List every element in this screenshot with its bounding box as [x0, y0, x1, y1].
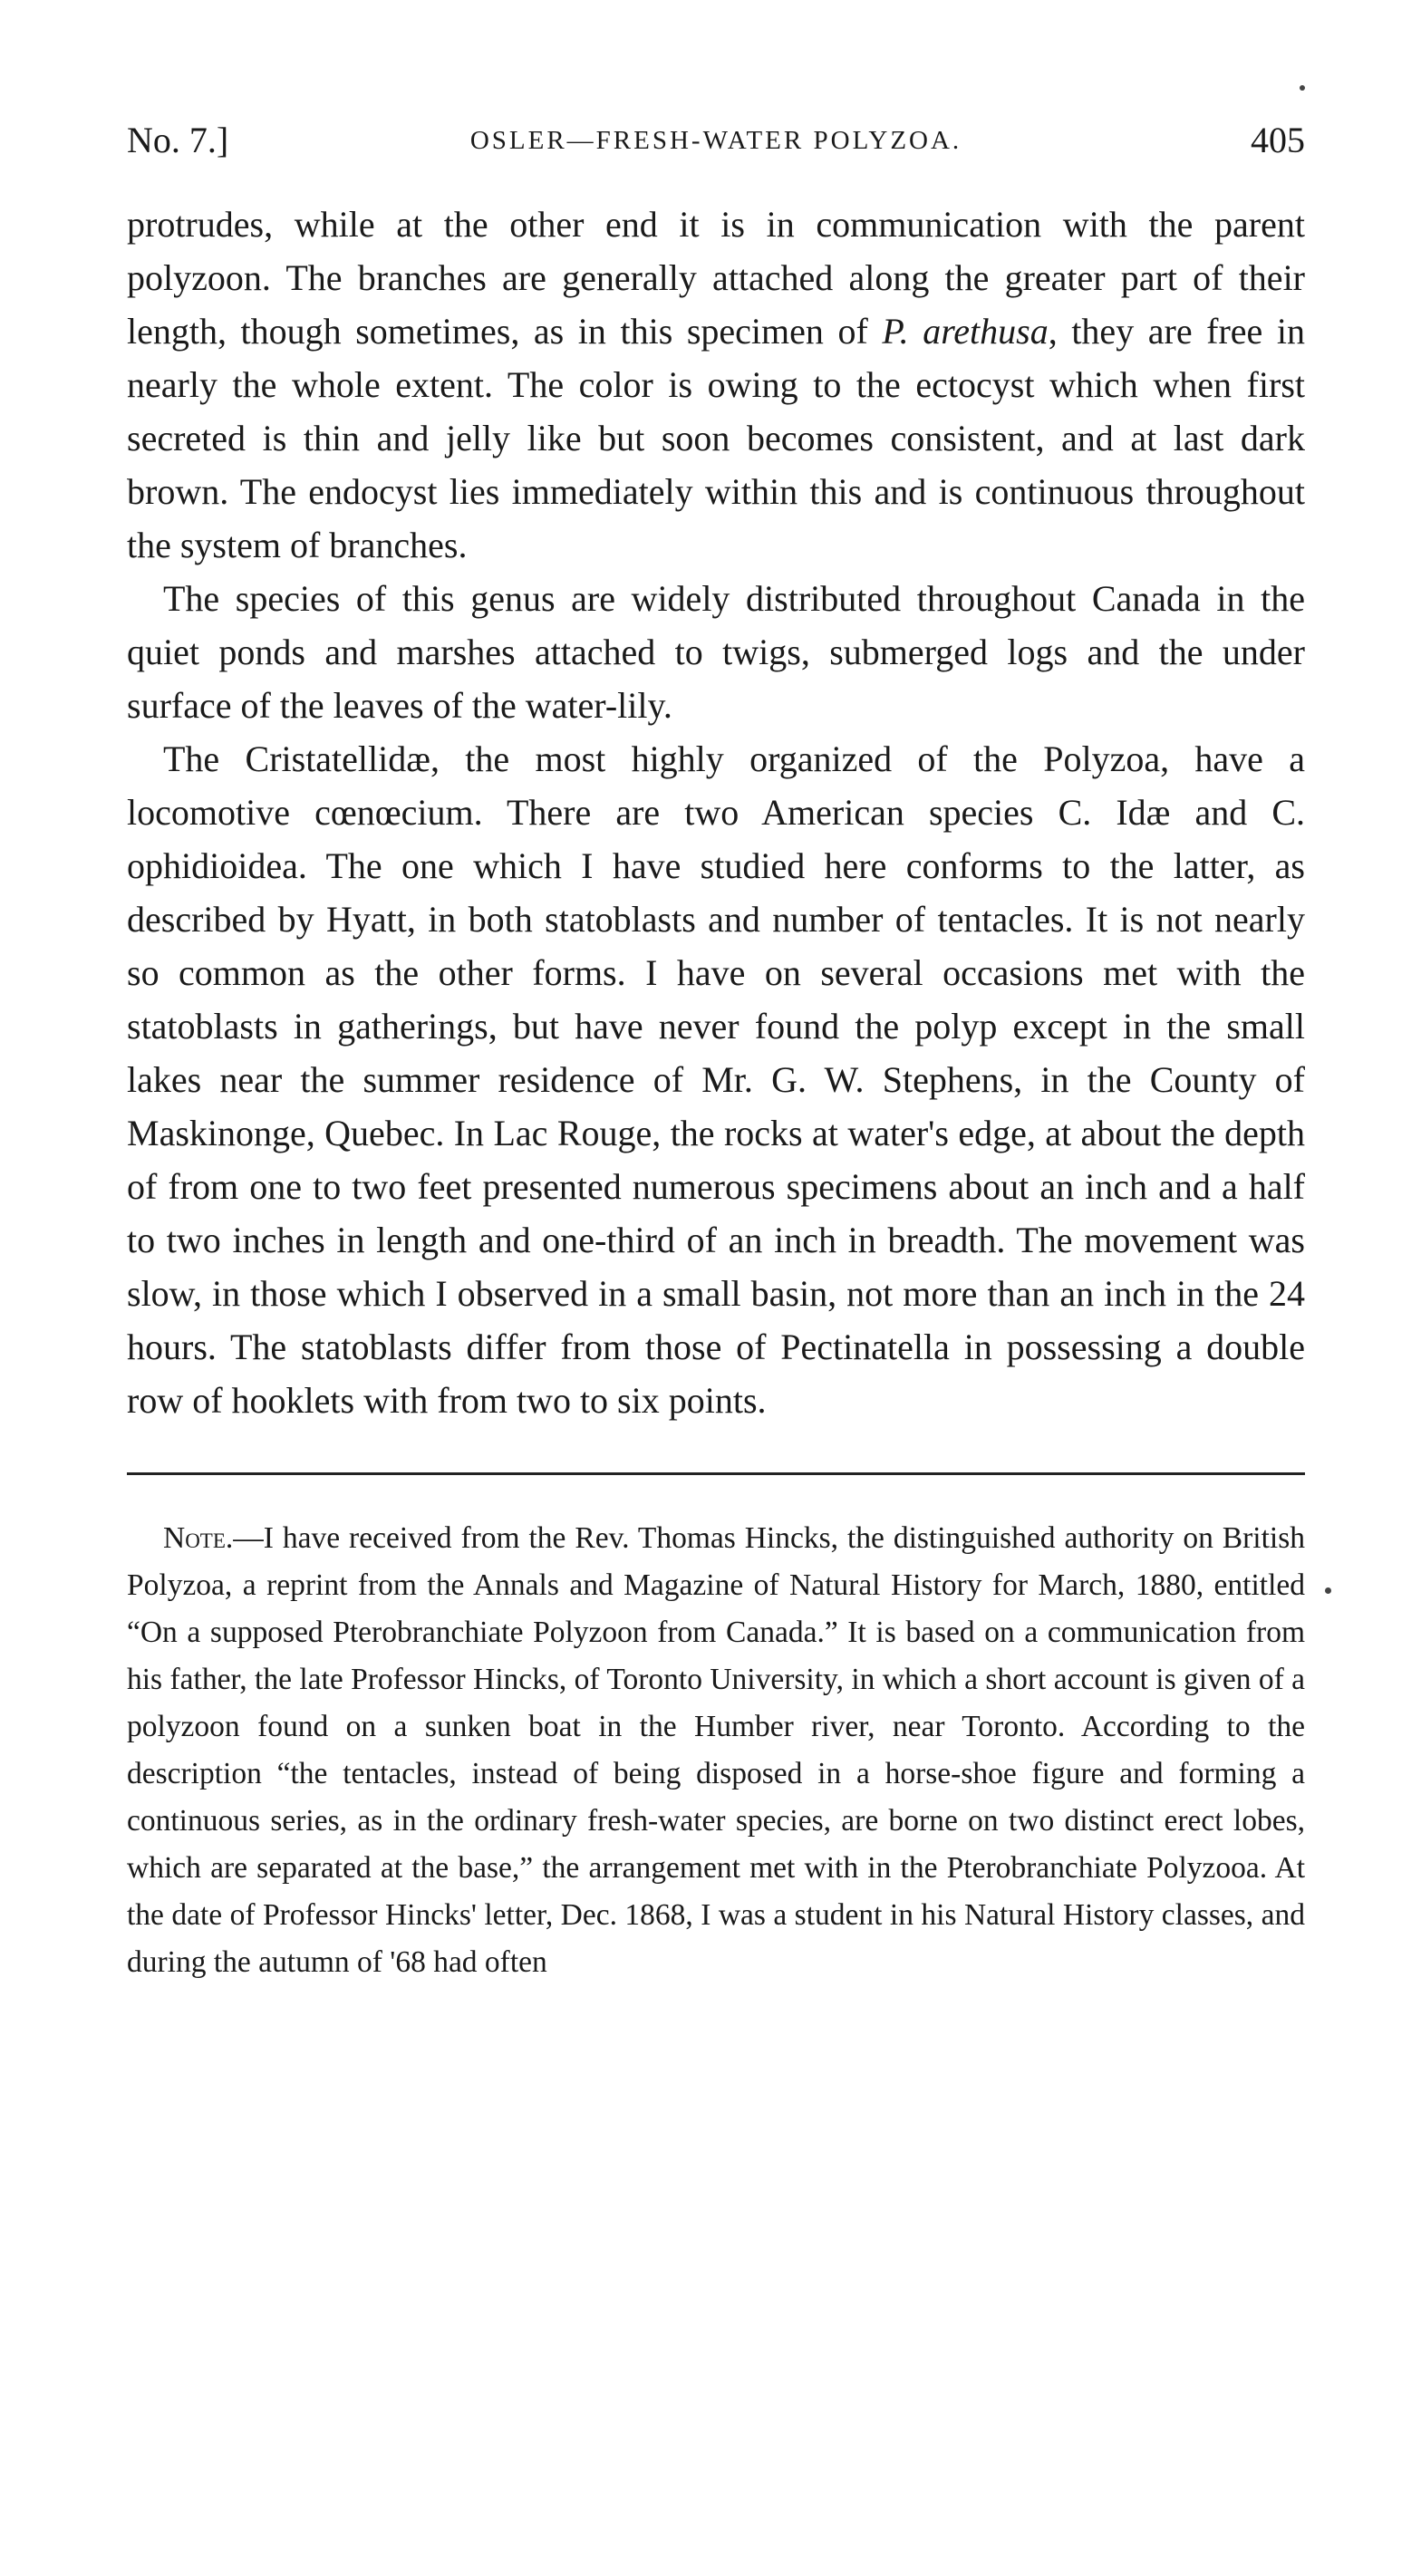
main-text — [127, 198, 1305, 1427]
species-name: P. arethusa — [882, 311, 1049, 352]
running-head — [127, 109, 1305, 172]
print-speck-margin — [1325, 1587, 1331, 1594]
paragraph-cristatellidae: The Cristatellidæ, the most highly organized of the Polyzoa, have a locomotive cœnœcium. There are two American species C. Idæ and C. ophidioidea. The one which I have studied here conforms to the latter, as described by Hyatt, in both statoblasts and number of tentacles. It is not nearly so common as the other forms. I have on several occasions met with the statoblasts in gatherings, but have never found the polyp except in the small lakes near the summer residence of Mr. G. W. Stephens, in the County of Maskinonge, Quebec. In Lac Rouge, the rocks at water's edge, at about the depth of from one to two feet presented numerous specimens about an inch and a half to two inches in length and one-third of an inch in breadth. The movement was slow, in those which I observed in a small basin, not more than an inch in the 24 hours. The statoblasts differ from those of Pectinatella in possessing a double row of hooklets with from two to six points. — [127, 738, 1305, 1421]
footnote-text: —I have received from the Rev. Thomas Hincks, the distinguished authority on British Polyzoa, a reprint from the Annals and Magazine of Natural History for March, 1880, entitled “On a supposed Pterobranchiate Polyzoon from Canada.” It is based on a communication from his father, the late Professor Hincks, of Toronto University, in which a short account is given of a polyzoon found on a sunken boat in the Humber river, near Toronto. According to the description “the tentacles, instead of being disposed in a horse-shoe figure and forming a continuous series, as in the ordinary fresh-water species, are borne on two distinct erect lobes, which are separated at the base,” the arrangement met with in the Pterobranchiate Polyzooa. At the date of Professor Hincks' letter, Dec. 1868, I was a student in his Natural History classes, and during the autumn of '68 had often — [127, 1521, 1305, 1979]
footnote-label: Note. — [163, 1521, 234, 1555]
paragraph-1-end: , they are free in nearly the whole extent. The color is owing to the ectocyst which when first secreted is thin and jelly like but soon becomes consistent, and at last dark brown. The endocyst lies immediately within this and is continuous throughout the system of branches. — [127, 311, 1305, 565]
paragraph-1-text: protrudes, while at the other end it is in communication with the parent polyzoon. The branches are generally attached along the greater part of their length, though sometimes, as in this specimen of — [127, 204, 1305, 352]
footnote — [127, 1515, 1305, 1986]
page-number: 405 — [1251, 120, 1305, 160]
paragraph-distribution: The species of this genus are widely distributed throughout Canada in the quiet ponds and marshes attached to twigs, submerged logs and the under surface of the leaves of the water-lily. — [127, 578, 1305, 726]
running-title: OSLER—FRESH-WATER POLYZOA. — [469, 126, 962, 155]
book-page — [127, 109, 1305, 1986]
paragraph-continued — [127, 198, 1305, 572]
print-speck-top — [1300, 85, 1305, 91]
footnote-paragraph — [127, 1515, 1305, 1986]
issue-number: No. 7.] — [127, 120, 229, 160]
footnote-divider — [127, 1472, 1305, 1475]
